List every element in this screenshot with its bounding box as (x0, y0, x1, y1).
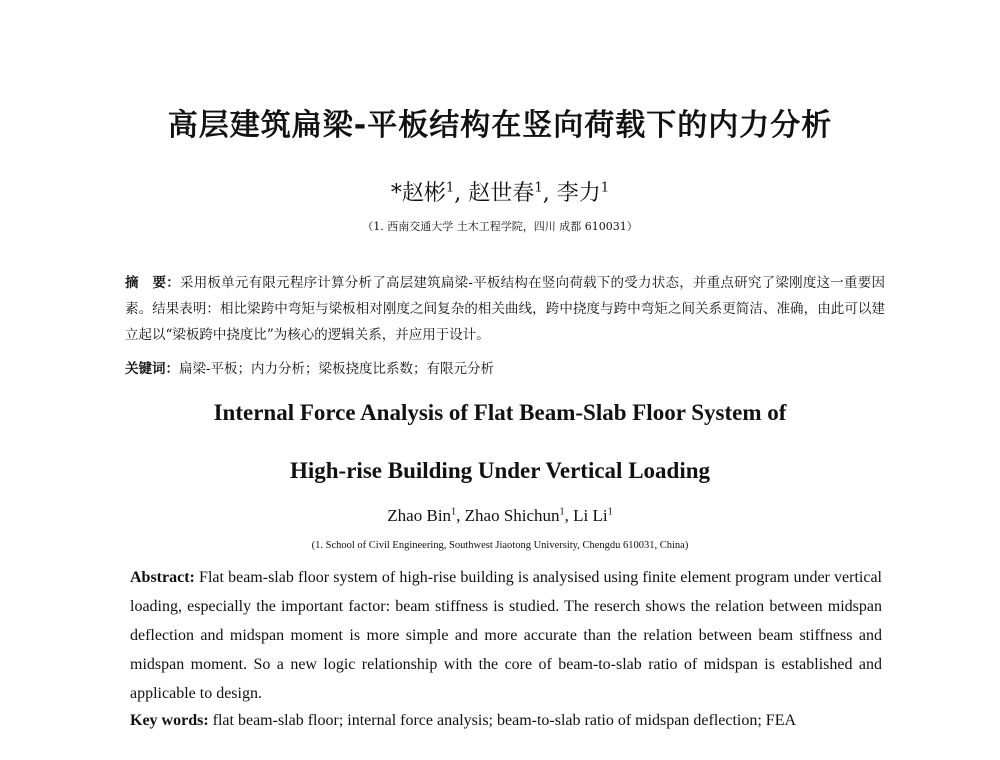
english-abstract-text: Flat beam-slab floor system of high-rise building is analysised using finite element program under vertical loading, especially the important factor: beam stiffness is studied. The reserch shows the relation between midspan deflection and midspan moment is more simple and more accurate than the relation between beam stiffness and midspan moment. So a new logic relationship with the core of beam-to-slab ratio of midspan is established and applicable to design. (130, 569, 883, 702)
english-keywords (130, 709, 930, 733)
author-name: 李力 (556, 181, 601, 206)
chinese-title: 高层建筑扁梁-平板结构在竖向荷载下的内力分析 (167, 108, 833, 143)
english-keywords-text: flat beam-slab floor; internal force analysis; beam-to-slab ratio of midspan deflection; FEA (212, 712, 797, 729)
author-affiliation-mark: 1 (451, 506, 457, 518)
chinese-abstract-text: 采用板单元有限元程序计算分析了高层建筑扁梁-平板结构在竖向荷载下的受力状态，并重点研究了梁刚度这一重要因素。结果表明：相比梁跨中弯矩与梁板相对刚度之间复杂的相关曲线，跨中挠度与跨中弯矩之间关系更简洁、准确，由此可以建立起以“梁板跨中挠度比”为核心的逻辑关系，并应用于设计。 (125, 275, 886, 343)
english-abstract-label: Abstract: (130, 569, 195, 586)
author-affiliation-mark: 1 (559, 506, 565, 518)
english-title-line-1: Internal Force Analysis of Flat Beam-Slab Floor System of (213, 400, 787, 425)
author-affiliation-mark: 1 (534, 180, 543, 196)
chinese-authors (0, 176, 1000, 207)
author-name: *赵彬 (390, 181, 446, 206)
author-affiliation-mark: 1 (445, 180, 455, 196)
english-affiliation: (1. School of Civil Engineering, Southwest Jiaotong University, Chengdu 610031, China) (311, 540, 689, 551)
chinese-abstract-label: 摘 要： (125, 275, 180, 291)
author-affiliation-mark: 1 (607, 506, 613, 518)
author-affiliation-mark: 1 (600, 180, 610, 196)
chinese-keywords (125, 358, 885, 380)
chinese-keywords-text: 扁梁-平板；内力分析；梁板挠度比系数；有限元分析 (179, 361, 495, 377)
author-separator: , (456, 506, 465, 525)
english-keywords-label: Key words: (130, 712, 209, 729)
author-name: Zhao Bin (387, 506, 452, 525)
author-name: Zhao Shichun (464, 506, 560, 525)
author-separator: , (564, 506, 574, 525)
author-name: 赵世春 (468, 181, 535, 206)
author-name: Li Li (573, 506, 608, 525)
english-abstract (130, 563, 882, 708)
chinese-abstract (125, 270, 885, 348)
author-separator: , (454, 181, 462, 206)
english-title-line-2: High-rise Building Under Vertical Loading (289, 458, 711, 483)
chinese-affiliation: （1. 西南交通大学 土木工程学院，四川 成都 610031） (362, 220, 638, 233)
english-authors (0, 506, 1000, 526)
author-separator: , (542, 181, 550, 206)
chinese-keywords-label: 关键词： (125, 361, 179, 377)
